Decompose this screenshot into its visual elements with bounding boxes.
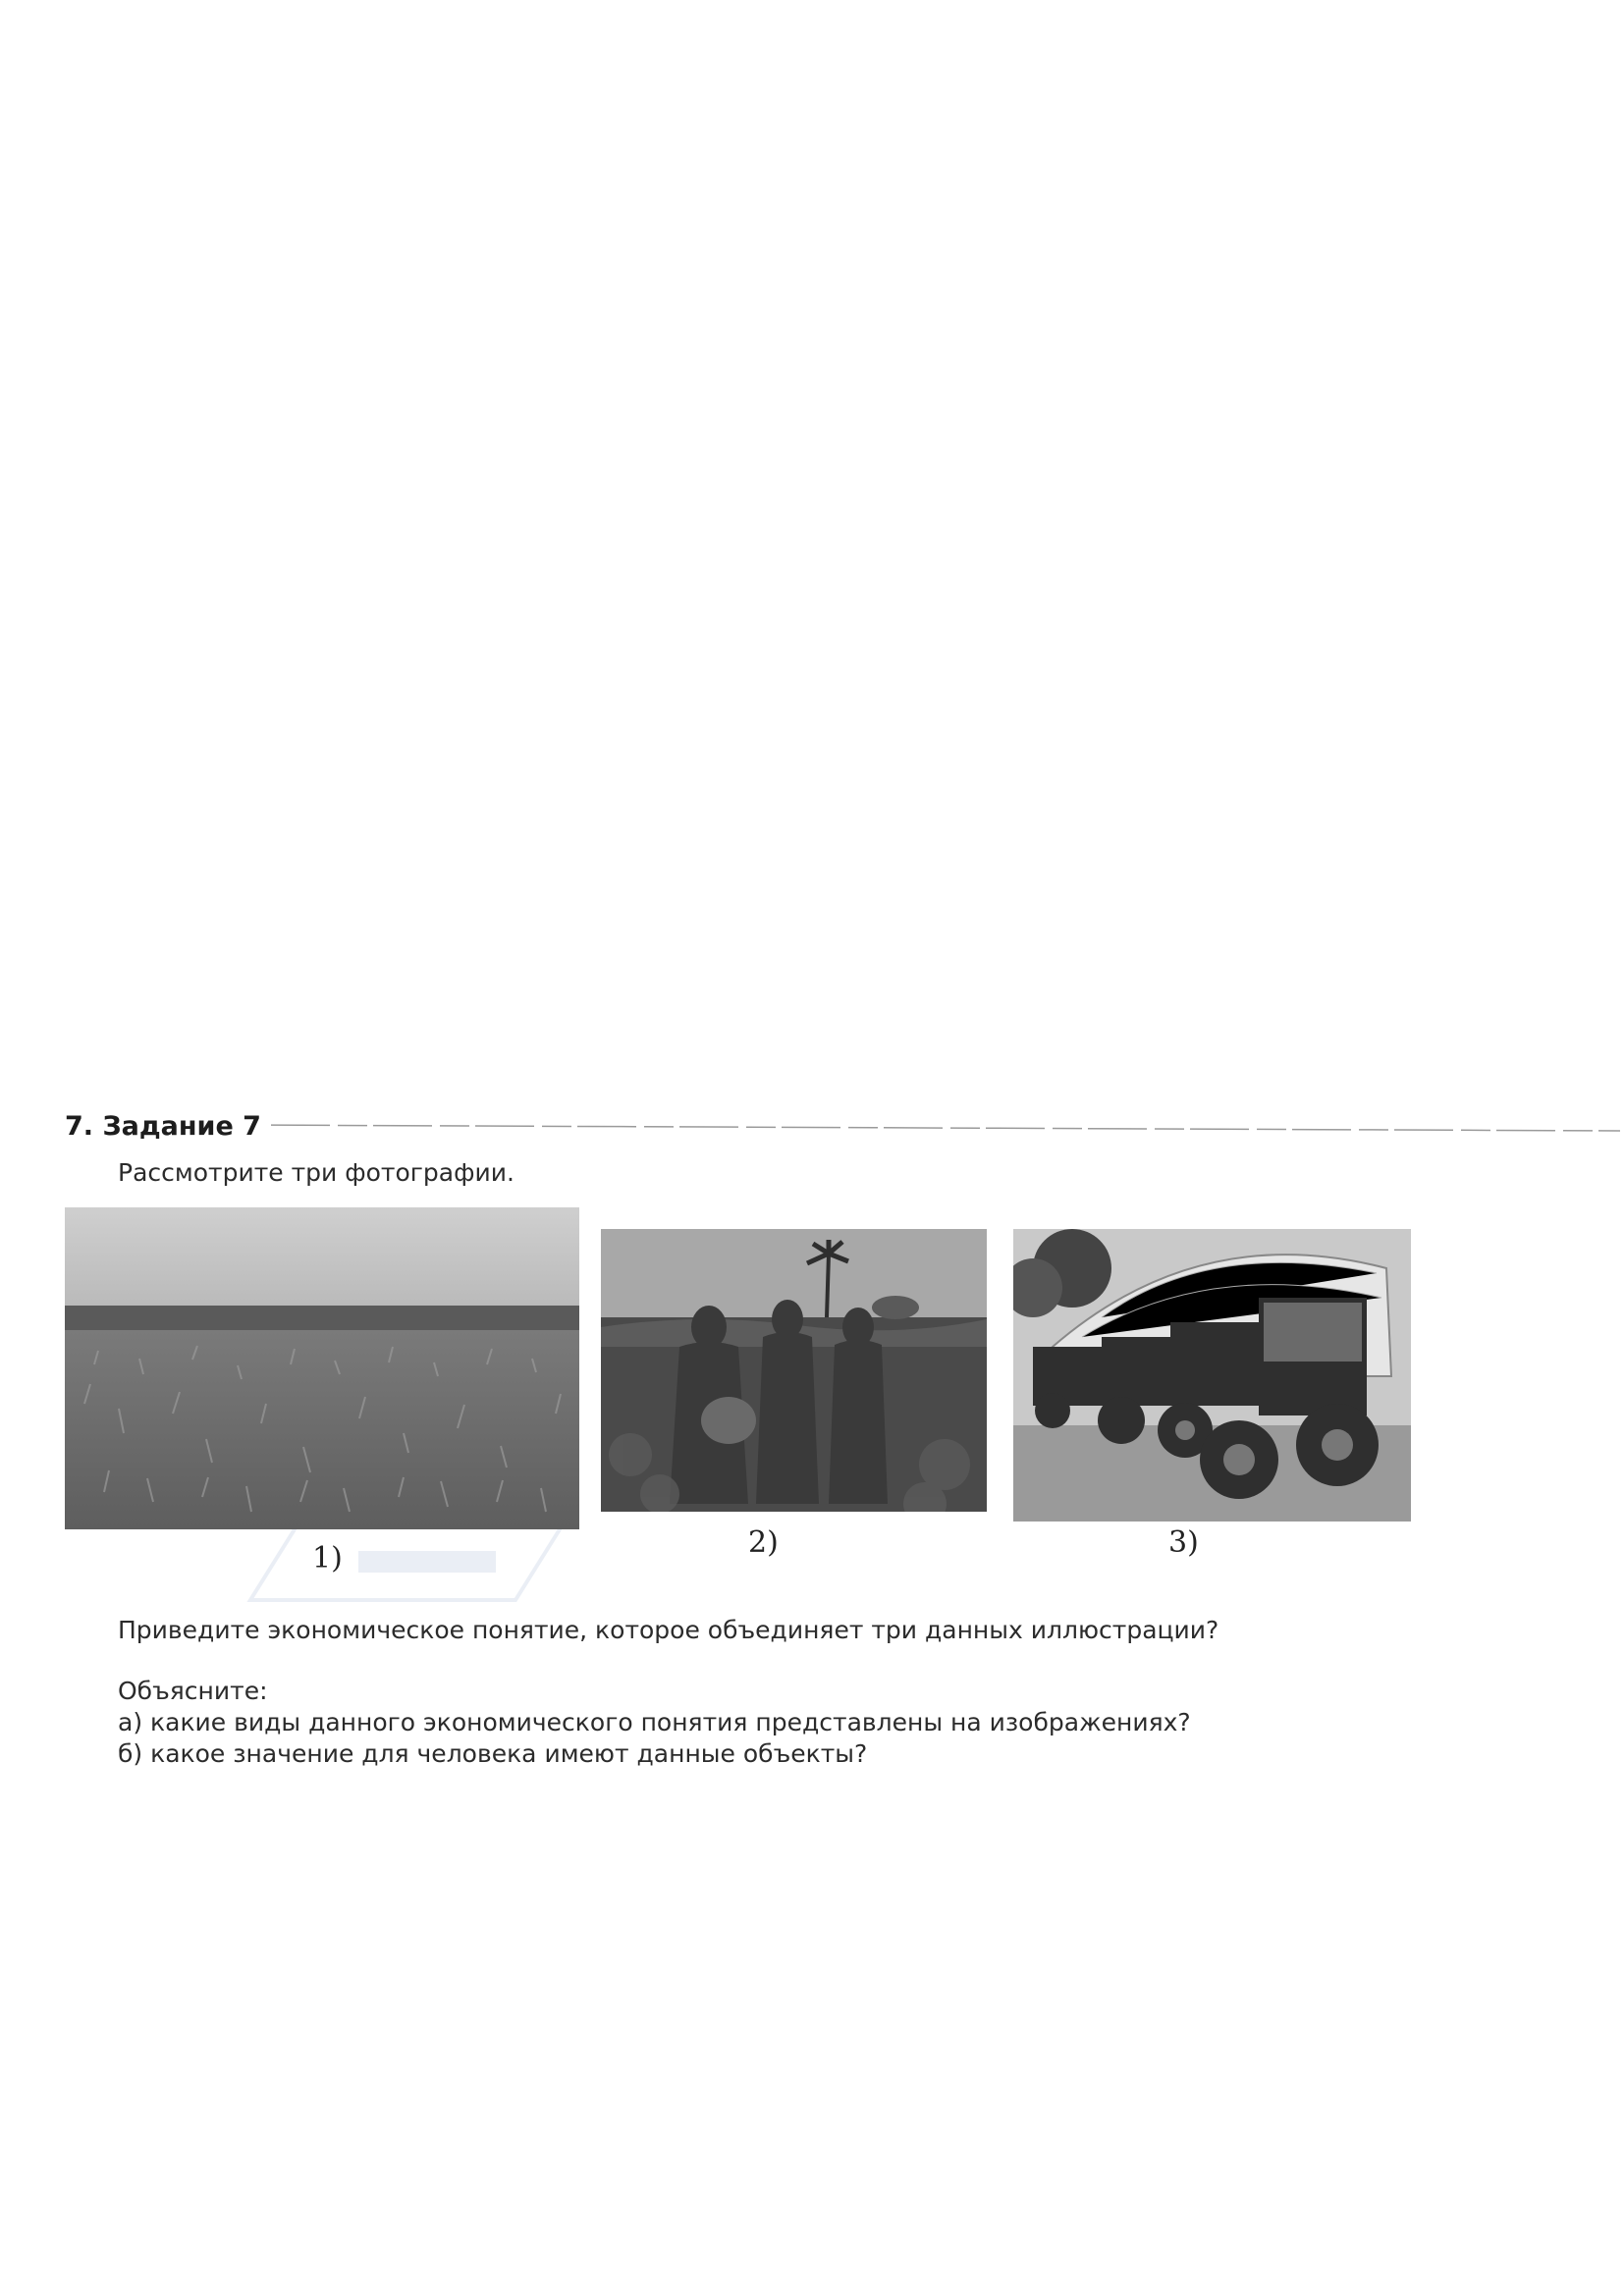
- photo-caption-3: 3): [1168, 1525, 1199, 1560]
- photo-caption-1: 1): [312, 1541, 343, 1575]
- tractors-photo-icon: [1013, 1229, 1411, 1522]
- explain-item-b: б) какое значение для человека имеют данные объекты?: [118, 1739, 868, 1768]
- task-instruction: Рассмотрите три фотографии.: [118, 1158, 514, 1187]
- photo-caption-2: 2): [748, 1525, 779, 1560]
- explain-heading: Объясните:: [118, 1677, 268, 1705]
- question-text: Приведите экономическое понятие, которое объединяет три данных иллюстрации?: [118, 1616, 1219, 1644]
- photo-tractors: [1013, 1229, 1411, 1522]
- photo-field: [65, 1207, 579, 1529]
- task-title: 7. Задание 7: [65, 1111, 267, 1142]
- workers-photo-icon: [601, 1229, 987, 1512]
- photo-workers: [601, 1229, 987, 1512]
- explain-item-a: а) какие виды данного экономического понятия представлены на изображениях?: [118, 1708, 1191, 1736]
- field-photo-icon: [65, 1207, 579, 1529]
